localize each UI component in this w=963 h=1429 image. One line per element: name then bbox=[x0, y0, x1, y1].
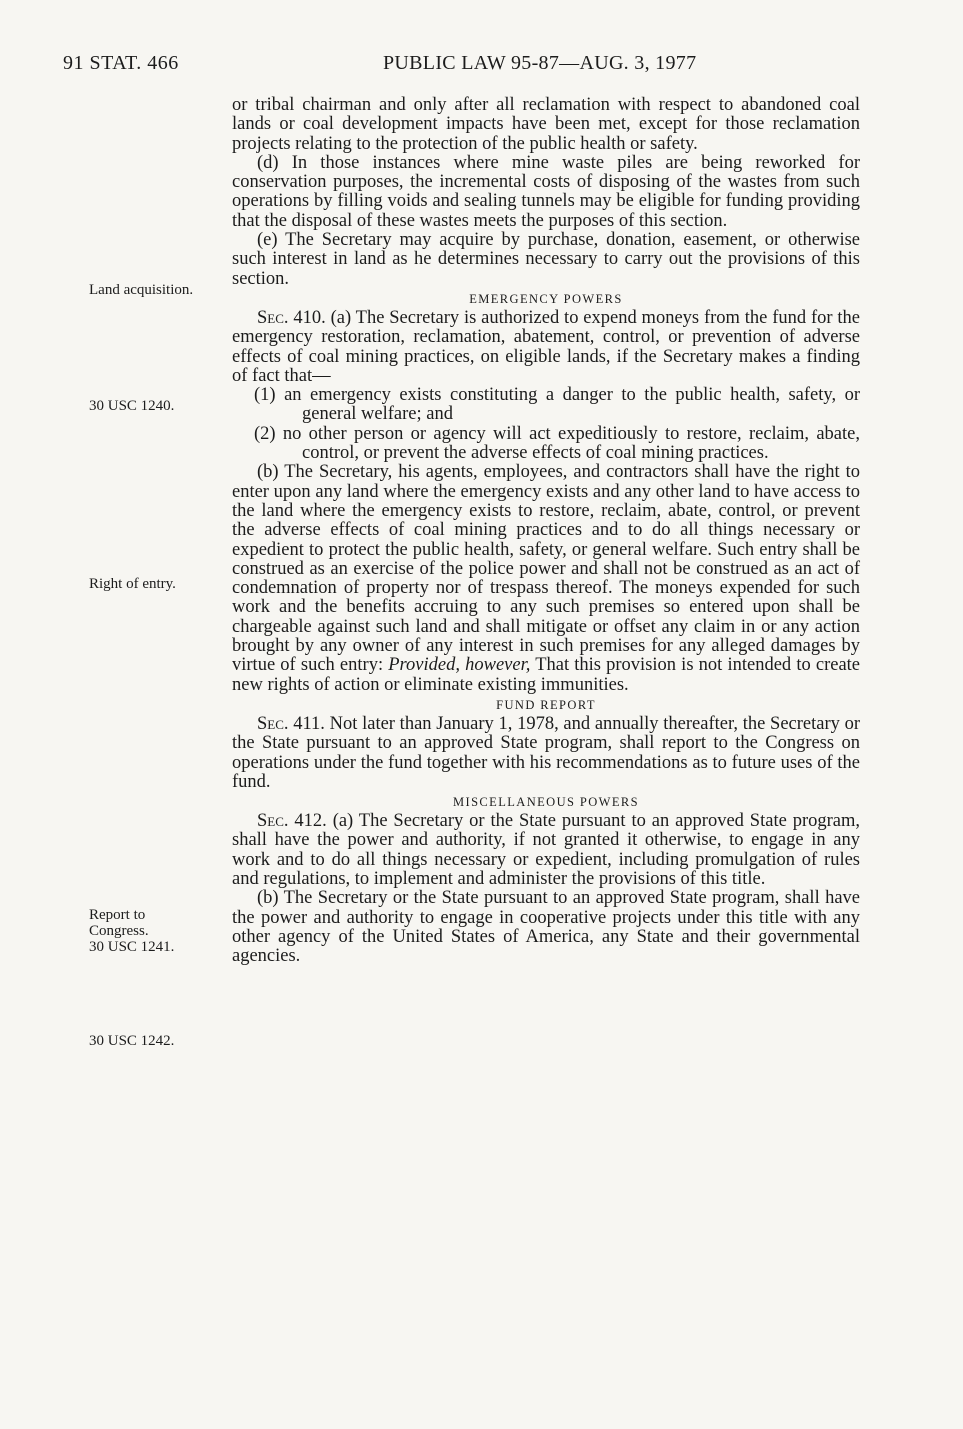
section-label: Sec. bbox=[257, 713, 289, 734]
paragraph-continued: or tribal chairman and only after all reclamation with respect to abandoned coal lands or coal development impacts have been met, except for those reclamation projects relating to the protection of the public health or safety. bbox=[232, 95, 860, 154]
section-410-b-text-start: (b) The Secretary, his agents, employees, and contractors shall have the right to enter upon any land where the emergency exists and any other land to have access to the land where the emergency exists to restore, reclaim, abate, control, or prevent the adverse effects of coal mining practices and to do all things necessary or expedient to protect the public health, safety, or general welfare. Such entry shall be construed as an exercise of the police power and shall not be construed as an act of condemnation of property nor of trespass thereof. The moneys expended for such work and the benefits accruing to any such premises so entered upon shall be chargeable against such land and shall mitigate or offset any claim in or any action brought by any owner of any interest in such premises for any alleged damages by virtue of such entry: bbox=[232, 462, 860, 676]
section-412-a bbox=[232, 812, 860, 889]
section-410-a-text: 410. (a) The Secretary is authorized to expend moneys from the fund for the emergency restoration, reclamation, abatement, control, or prevention of adverse effects of coal mining practices, on eligible lands, if the Secretary makes a finding of fact that— bbox=[232, 307, 860, 386]
margin-notes bbox=[0, 0, 230, 1429]
section-410-b bbox=[232, 463, 860, 695]
section-410-item-1: (1) an emergency exists constituting a danger to the public health, safety, or general welfare; and bbox=[254, 385, 860, 425]
section-411 bbox=[232, 715, 860, 792]
margin-note-right-of-entry: Right of entry. bbox=[89, 576, 176, 592]
heading-fund-report: FUND REPORT bbox=[496, 697, 596, 712]
margin-note-land-acquisition: Land acquisition. bbox=[89, 282, 194, 298]
section-410-b-italic: Provided, however, bbox=[388, 655, 531, 676]
section-410-a bbox=[232, 309, 860, 386]
section-410-item-2: (2) no other person or agency will act expeditiously to restore, reclaim, abate, control, or prevent the adverse effects of coal mining practices. bbox=[254, 423, 860, 464]
section-410-b-text-end: That this provision is not intended to create new rights of action or eliminate existing immunities. bbox=[232, 655, 861, 695]
law-title: PUBLIC LAW 95-87—AUG. 3, 1977 bbox=[383, 52, 697, 74]
section-label: Sec. bbox=[257, 811, 289, 832]
heading-emergency-powers: EMERGENCY POWERS bbox=[469, 291, 623, 306]
margin-note-usc-1242: 30 USC 1242. bbox=[89, 1033, 175, 1049]
margin-note-report-to-congress bbox=[89, 907, 174, 955]
margin-note-report-line2: Congress. bbox=[89, 923, 149, 939]
margin-note-usc-1241: 30 USC 1241. bbox=[89, 939, 175, 955]
paragraph-d: (d) In those instances where mine waste piles are being reworked for conservation purposes, the incremental costs of disposing of the wastes from such operations by filling voids and sealing tunnels may be eligible for funding providing that the disposal of these wastes meets the purposes of this section. bbox=[232, 152, 860, 231]
margin-note-usc-1240: 30 USC 1240. bbox=[89, 398, 175, 414]
section-411-text: 411. Not later than January 1, 1978, and annually thereafter, the Secretary or the State pursuant to an approved State program, shall report to the Congress on operations under the fund together with his recommendations as to future uses of the fund. bbox=[232, 713, 860, 792]
heading-miscellaneous-powers: MISCELLANEOUS POWERS bbox=[453, 795, 639, 810]
margin-note-report-line1: Report to bbox=[89, 907, 146, 923]
section-label: Sec. bbox=[257, 307, 289, 328]
body-text bbox=[232, 96, 860, 966]
statute-page-number: 91 STAT. 466 bbox=[63, 52, 179, 74]
paragraph-e: (e) The Secretary may acquire by purchase, donation, easement, or otherwise such interest in land as he determines necessary to carry out the provisions of this section. bbox=[232, 230, 860, 289]
section-412-b: (b) The Secretary or the State pursuant to an approved State program, shall have the power and authority to engage in cooperative projects under this title with any other agency of the United States of America, any State and their governmental agencies. bbox=[232, 888, 860, 967]
section-412-a-text: 412. (a) The Secretary or the State pursuant to an approved State program, shall have the power and authority, if not granted it otherwise, to engage in any work and to do all things necessary or expedient, including promulgation of rules and regulations, to implement and administer the provisions of this title. bbox=[232, 811, 860, 889]
